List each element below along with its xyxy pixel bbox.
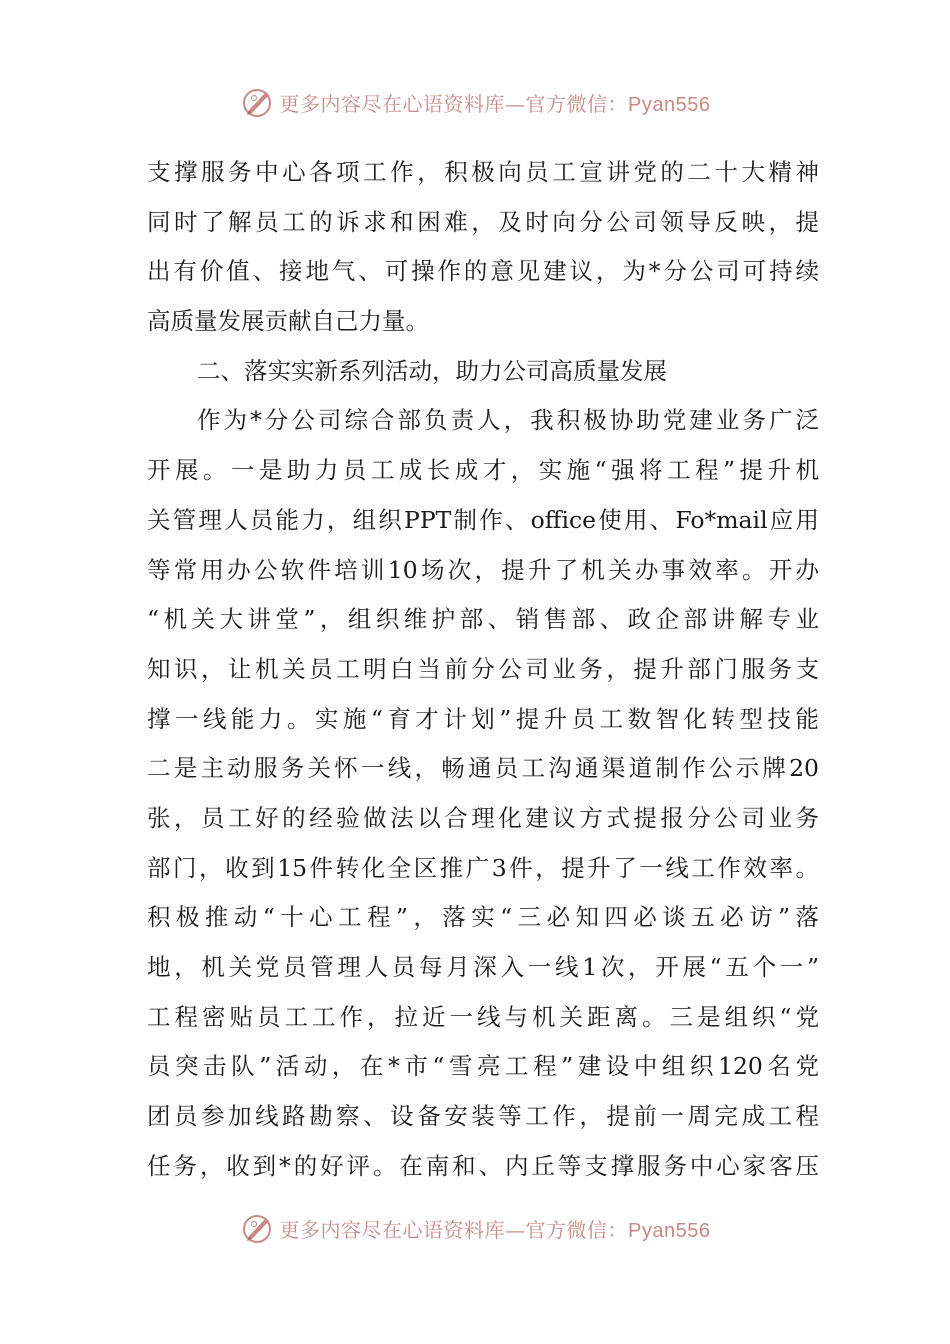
body-line: 撑一线能力。实施“育才计划”提升员工数智化转型技能 — [147, 704, 819, 733]
body-line: 等常用办公软件培训10场次，提升了机关办事效率。开办 — [147, 555, 819, 584]
header-watermark-text: 更多内容尽在心语资料库—官方微信：Pyan556 — [279, 91, 711, 116]
body-line: 同时了解员工的诉求和困难，及时向分公司领导反映，提 — [147, 207, 819, 236]
body-line: 高质量发展贡献自己力量。 — [147, 307, 429, 336]
document-body — [147, 148, 819, 1191]
body-line: 关管理人员能力，组织PPT制作、office使用、Fo*mail应用 — [147, 505, 819, 534]
body-line: 支撑服务中心各项工作，积极向员工宣讲党的二十大精神 — [147, 158, 819, 186]
body-line: 任务，收到*的好评。在南和、内丘等支撑服务中心家客压 — [147, 1151, 819, 1180]
footer-watermark-text: 更多内容尽在心语资料库—官方微信：Pyan556 — [279, 1217, 711, 1242]
body-line: 二是主动服务关怀一线，畅通员工沟通渠道制作公示牌20 — [147, 754, 819, 783]
footer-watermark-banner — [0, 1208, 950, 1248]
body-line: 地，机关党员管理人员每月深入一线1次，开展“五个一” — [147, 953, 819, 981]
body-line: 部门，收到15件转化全区推广3件，提升了一线工作效率。 — [147, 853, 819, 882]
body-line: 张，员工好的经验做法以合理化建议方式提报分公司业务 — [147, 803, 819, 832]
pen-logo-icon — [240, 84, 276, 120]
body-line: 员突击队”活动，在*市“雪亮工程”建设中组织120名党 — [147, 1052, 819, 1081]
pen-logo-icon — [240, 1210, 276, 1246]
body-line: “机关大讲堂”，组织维护部、销售部、政企部讲解专业 — [147, 605, 819, 634]
body-line: 开展。一是助力员工成长成才，实施“强将工程”提升机 — [147, 456, 819, 485]
section-heading: 二、落实实新系列活动，助力公司高质量发展 — [197, 356, 667, 385]
body-line: 作为*分公司综合部负责人，我积极协助党建业务广泛 — [197, 406, 819, 435]
body-line: 工程密贴员工工作，拉近一线与机关距离。三是组织“党 — [147, 1002, 819, 1031]
body-line: 积极推动“十心工程”，落实“三必知四必谈五必访”落 — [147, 903, 819, 932]
body-line: 知识，让机关员工明白当前分公司业务，提升部门服务支 — [147, 654, 819, 683]
body-line: 出有价值、接地气、可操作的意见建议，为*分公司可持续 — [147, 257, 819, 286]
body-line: 团员参加线路勘察、设备安装等工作，提前一周完成工程 — [147, 1102, 819, 1131]
header-watermark-banner — [0, 82, 950, 122]
